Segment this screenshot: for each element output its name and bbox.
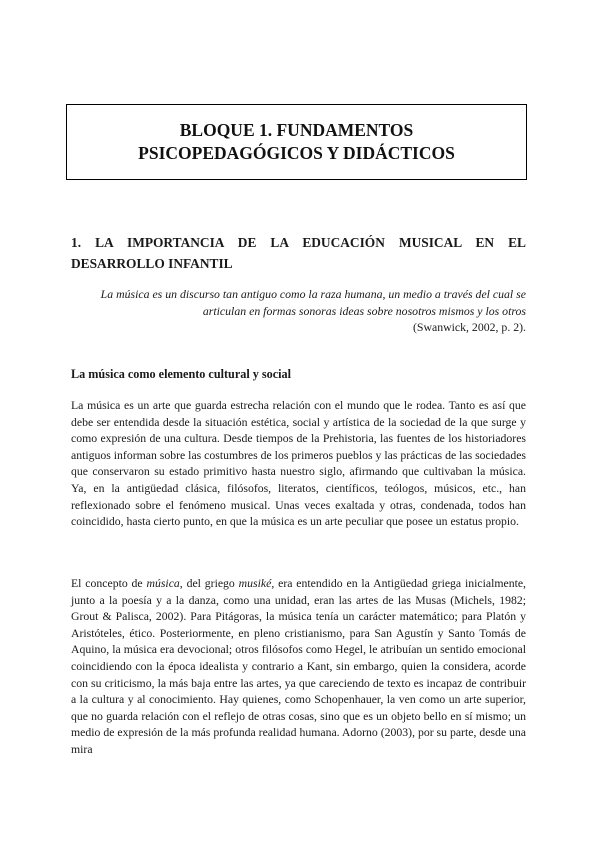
- subsection-heading: La música como elemento cultural y social: [71, 367, 292, 381]
- term-musica: música: [146, 577, 180, 590]
- paragraph-2-intro: El concepto de: [71, 577, 147, 590]
- paragraph-2-rest: , era entendido en la Antigüedad griega inicialmente, junto a la poesía y a la danza, como una unidad, eran las artes de las Musas (Michels, 1982; Grout & Palisca, 2002). Para Pitágoras, la música tenía un carácter matemático; para Platón y Aristóteles, ético. Posteriormente, en pleno cristianismo, para San Agustín y Santo Tomás de Aquino, la música era devocional; otros filósofos como Hegel, le atribuían un sentido emocional coincidiendo con la época idealista y contrario a Kant, sin embargo, quien la considera, acorde con su criticismo, la más baja entre las artes, ya que careciendo de texto es incapaz de contribuir a la cultura y al conocimiento. Hay quienes, como Schopenhauer, la ven como un arte superior, que no guarda relación con el reflejo de otras cosas, sino que es un objeto bello en sí mismo; un medio de expresión de la más profunda realidad humana. Adorno (2003), por su parte, desde una mira: [71, 577, 526, 756]
- body-paragraph-1: La música es un arte que guarda estrecha relación con el mundo que le rodea. Tanto es así que debe ser entendida desde la situación estética, social y artística de la sociedad de la que surge y como expresión de una cultura. Desde tiempos de la Prehistoria, las fuentes de los historiadores antiguos informan sobre las costumbres de los primeros pueblos y las prácticas de las sociedades que conservaron su estado primitivo hasta nuestro siglo, afirmando que cultivaban la música. Ya, en la antigüedad clásica, filósofos, literatos, científicos, teólogos, músicos, etc., han reflexionado sobre el fenómeno musical. Unas veces exaltada y otras, condenada, todos han coincidido, hasta cierto punto, en que la música es un arte peculiar que posee un estatus propio.: [71, 399, 526, 529]
- chapter-title-box: [66, 104, 527, 180]
- term-musike: musiké: [238, 577, 272, 590]
- epigraph-citation: (Swanwick, 2002, p. 2).: [412, 320, 526, 334]
- section-heading: 1. LA IMPORTANCIA DE LA EDUCACIÓN MUSICAL EN EL DESARROLLO INFANTIL: [71, 235, 526, 271]
- chapter-title-line-1: BLOQUE 1. FUNDAMENTOS: [179, 120, 414, 140]
- chapter-title-line-2: PSICOPEDAGÓGICOS Y DIDÁCTICOS: [138, 143, 455, 163]
- epigraph: [71, 286, 526, 336]
- epigraph-quote: La música es un discurso tan antiguo como la raza humana, un medio a través del cual se articulan en formas sonoras ideas sobre nosotros mismos y los otros: [100, 287, 526, 318]
- body-paragraph-2: [71, 576, 526, 759]
- paragraph-2-mid: , del griego: [179, 577, 239, 590]
